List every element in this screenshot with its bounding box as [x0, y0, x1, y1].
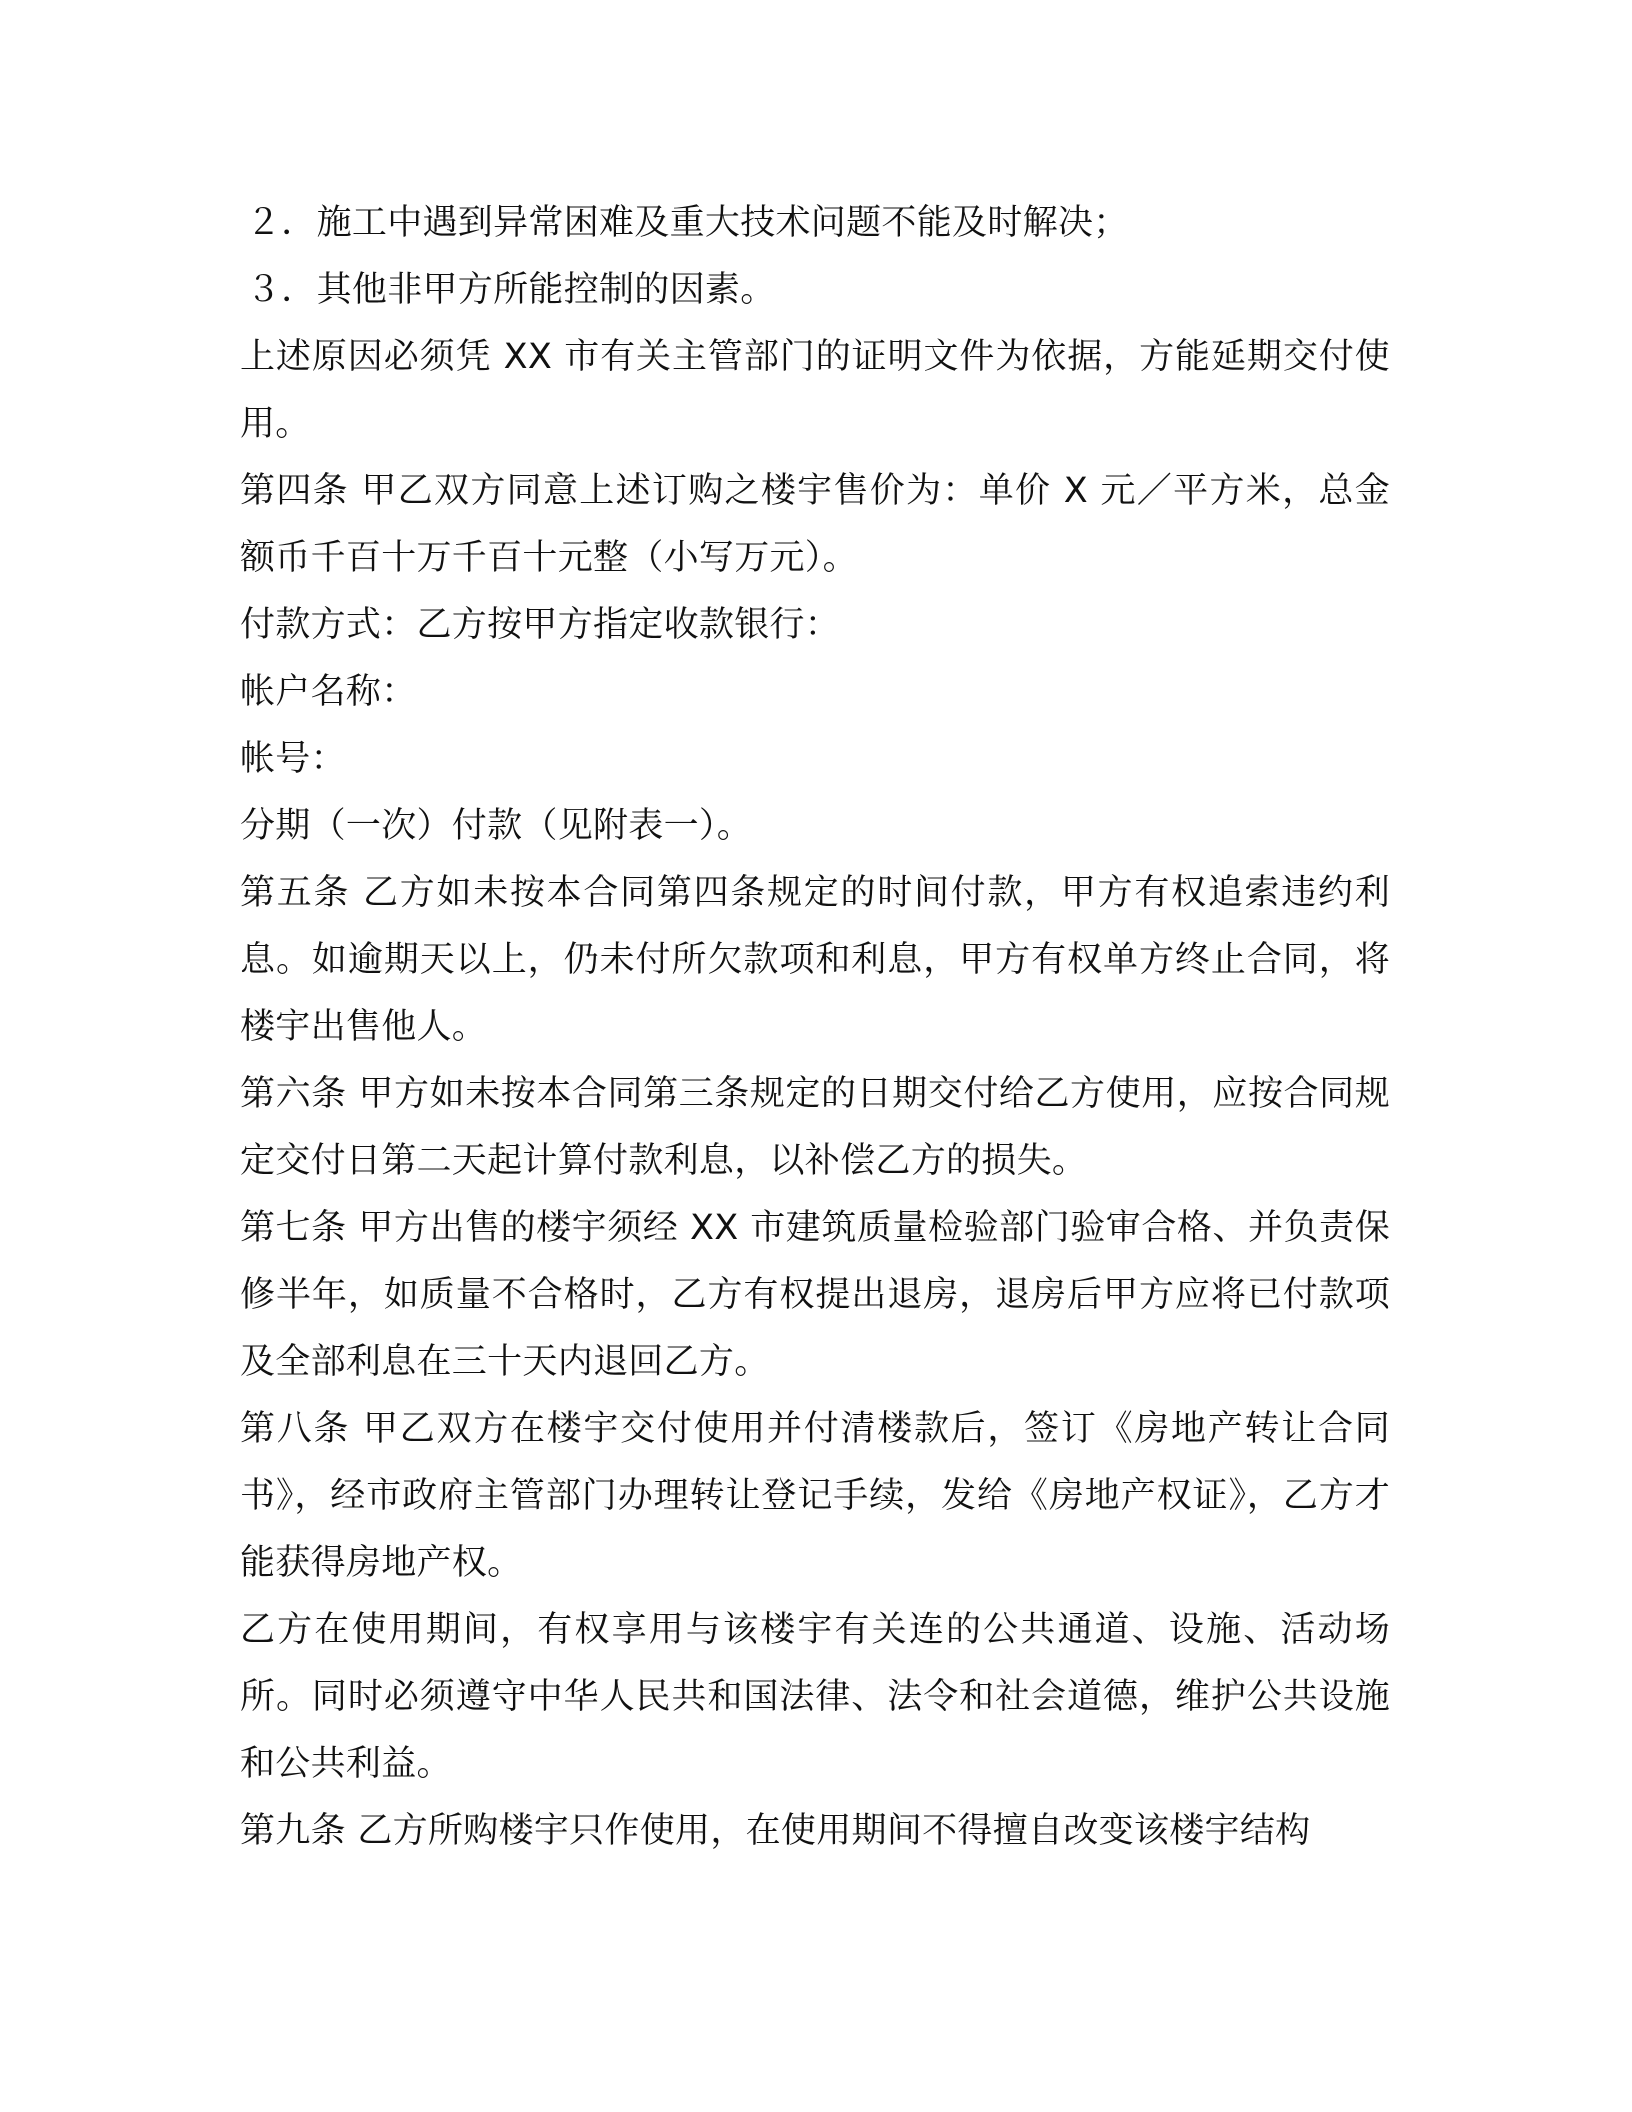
article-7-paragraph: 第七条 甲方出售的楼宇须经 XX 市建筑质量检验部门验审合格、并负责保修半年，如质量不合格时，乙方有权提出退房，退房后甲方应将已付款项及全部利息在三十天内退回乙方。	[240, 1208, 1390, 1382]
account-number-line: 帐号：	[240, 739, 346, 779]
delay-evidence-paragraph: 上述原因必须凭 XX 市有关主管部门的证明文件为依据，方能延期交付使用。	[240, 337, 1390, 444]
article-9-paragraph: 第九条 乙方所购楼宇只作使用，在使用期间不得擅自改变该楼宇结构	[240, 1811, 1311, 1851]
article-5-paragraph: 第五条 乙方如未按本合同第四条规定的时间付款，甲方有权追索违约利息。如逾期天以上，仍未付所欠款项和利息，甲方有权单方终止合同，将楼宇出售他人。	[240, 873, 1390, 1047]
list-item-2: ２．施工中遇到异常困难及重大技术问题不能及时解决；	[246, 203, 1129, 243]
article-4-paragraph: 第四条 甲乙双方同意上述订购之楼宇售价为：单价 X 元／平方米，总金额币千百十万千百十元整（小写万元）。	[240, 471, 1390, 578]
article-6-paragraph: 第六条 甲方如未按本合同第三条规定的日期交付给乙方使用，应按合同规定交付日第二天起计算付款利息，以补偿乙方的损失。	[240, 1074, 1390, 1181]
usage-rights-paragraph: 乙方在使用期间，有权享用与该楼宇有关连的公共通道、设施、活动场所。同时必须遵守中华人民共和国法律、法令和社会道德，维护公共设施和公共利益。	[240, 1610, 1390, 1784]
installment-line: 分期（一次）付款（见附表一）。	[240, 806, 753, 846]
account-name-line: 帐户名称：	[240, 672, 417, 712]
document-body	[240, 190, 1390, 1865]
payment-method-line: 付款方式：乙方按甲方指定收款银行：	[240, 605, 841, 645]
list-item-3: ３．其他非甲方所能控制的因素。	[246, 270, 776, 310]
article-8-paragraph: 第八条 甲乙双方在楼宇交付使用并付清楼款后，签订《房地产转让合同书》，经市政府主管部门办理转让登记手续，发给《房地产权证》，乙方才能获得房地产权。	[240, 1409, 1390, 1583]
